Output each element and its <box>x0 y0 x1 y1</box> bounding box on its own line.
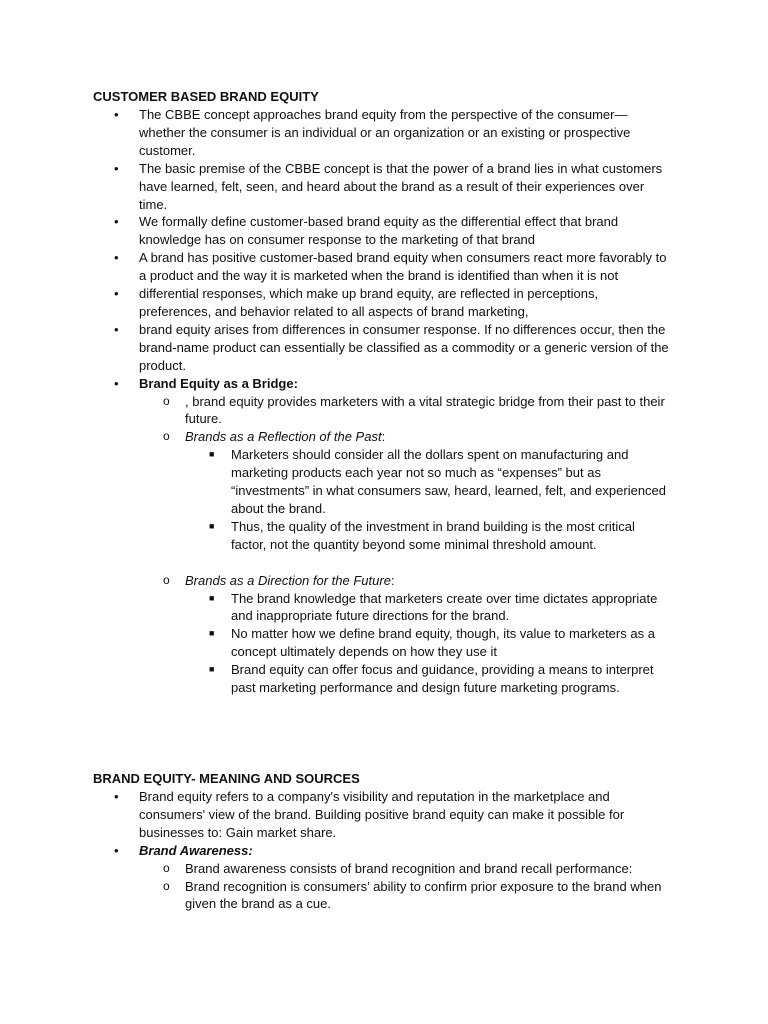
sub-sub-list-item: ■ No matter how we define brand equity, though, its value to marketers as a concept ultimately depends on how they use it <box>209 626 655 660</box>
list-item: • The CBBE concept approaches brand equity from the perspective of the consumer—whether the consumer is an individual or an organization or an existing or prospective customer. <box>114 107 631 158</box>
bullet-icon: • <box>114 250 119 266</box>
sub-sub-list-item: ■ Marketers should consider all the dollars spent on manufacturing and marketing products each year not so much as “expenses” but as “investments” in what consumers saw, heard, learned, felt, and experienced about the brand. <box>209 447 667 516</box>
sub-sub-list <box>139 590 673 697</box>
sub-sub-list-item: ■ Thus, the quality of the investment in brand building is the most critical factor, not the quantity beyond some minimal threshold amount. <box>209 518 635 552</box>
bullet-icon: • <box>114 375 119 391</box>
bullet-icon: • <box>114 107 119 122</box>
bullet-icon: • <box>114 789 119 804</box>
sub-list-item: o , brand equity provides marketers with a vital strategic bridge from their past to their future. <box>163 393 665 427</box>
list-item: • differential responses, which make up brand equity, are reflected in perceptions, preferences, and behavior related to all aspects of brand marketing, <box>114 286 599 319</box>
sub-list <box>0 393 669 698</box>
bullet-icon: • <box>114 160 119 176</box>
list-item: • We formally define customer-based brand equity as the differential effect that brand knowledge has on consumer response to the marketing of that brand <box>114 214 619 248</box>
bullet-icon: • <box>114 214 119 230</box>
list-item: • brand equity arises from differences in consumer response. If no differences occur, then the brand-name product can essentially be classified as a commodity or a generic version of the product. <box>114 321 669 373</box>
sub-list-item: o Brand awareness consists of brand recognition and brand recall performance: <box>163 860 633 876</box>
circle-bullet-icon: o <box>163 878 170 893</box>
bullet-list <box>0 106 768 697</box>
past-label: Brands as a Reflection of the Past <box>185 429 382 445</box>
sub-sub-list-item: ■ The brand knowledge that marketers create over time dictates appropriate and inappropriate future directions for the brand. <box>209 590 658 624</box>
circle-bullet-icon: o <box>163 429 170 444</box>
future-label: Brands as a Direction for the Future <box>185 572 391 588</box>
bullet-icon: • <box>114 286 119 302</box>
list-item: • A brand has positive customer-based brand equity when consumers react more favorably to a product and the way it is marketed when the brand is identified than when it is not <box>114 250 667 284</box>
spacer <box>185 554 673 572</box>
bridge-label: Brand Equity as a Bridge: <box>139 375 298 391</box>
square-bullet-icon: ■ <box>209 592 215 603</box>
square-bullet-icon: ■ <box>209 449 215 460</box>
square-bullet-icon: ■ <box>209 520 215 531</box>
list-item: • The basic premise of the CBBE concept is that the power of a brand lies in what customers have learned, felt, seen, and heard about the brand as a result of their experiences over time. <box>114 160 663 212</box>
bullet-icon: • <box>114 842 119 858</box>
sub-list-item: o Brand recognition is consumers’ ability to confirm prior exposure to the brand when given the brand as a cue. <box>163 878 662 912</box>
awareness-label: Brand Awareness: <box>139 842 253 858</box>
circle-bullet-icon: o <box>163 572 170 587</box>
square-bullet-icon: ■ <box>209 664 215 675</box>
circle-bullet-icon: o <box>163 393 170 408</box>
sub-list <box>0 860 669 914</box>
bullet-icon: • <box>114 321 119 337</box>
section-heading: CUSTOMER BASED BRAND EQUITY <box>93 89 319 104</box>
sub-sub-list <box>139 446 673 553</box>
square-bullet-icon: ■ <box>209 628 215 639</box>
section-heading: BRAND EQUITY- MEANING AND SOURCES <box>93 771 360 786</box>
circle-bullet-icon: o <box>163 860 170 875</box>
list-item-bridge <box>0 375 669 697</box>
list-item-awareness <box>0 842 669 914</box>
list-item: • Brand equity refers to a company's visibility and reputation in the marketplace and consumers' view of the brand. Building positive brand equity can make it possible for businesses to: Gain market share. <box>114 789 625 840</box>
sub-list-item-future: o Brands as a Direction for the Future: ■ The brand knowledge that marketers create over time dictates appropriate and inappropriate future directions for the brand. ■ No matter how we define brand equity, though, its value to marketers as a concept ultimately depends on how they use it ■ Brand equity can offer focus and guidance, providing a means to interpret past marketing performance and design future marketing programs. <box>139 572 673 697</box>
bullet-list <box>0 788 768 913</box>
sub-list-item-past: o Brands as a Reflection of the Past: ■ Marketers should consider all the dollars spent on manufacturing and marketing products each year not so much as “expenses” but as “investments” in what consumers saw, heard, learned, felt, and experienced about the brand. ■ Thus, the quality of the investment in brand building is the most critical factor, not the quantity beyond some minimal threshold amount. <box>139 428 673 571</box>
sub-sub-list-item: ■ Brand equity can offer focus and guidance, providing a means to interpret past marketing performance and design future marketing programs. <box>209 662 654 696</box>
